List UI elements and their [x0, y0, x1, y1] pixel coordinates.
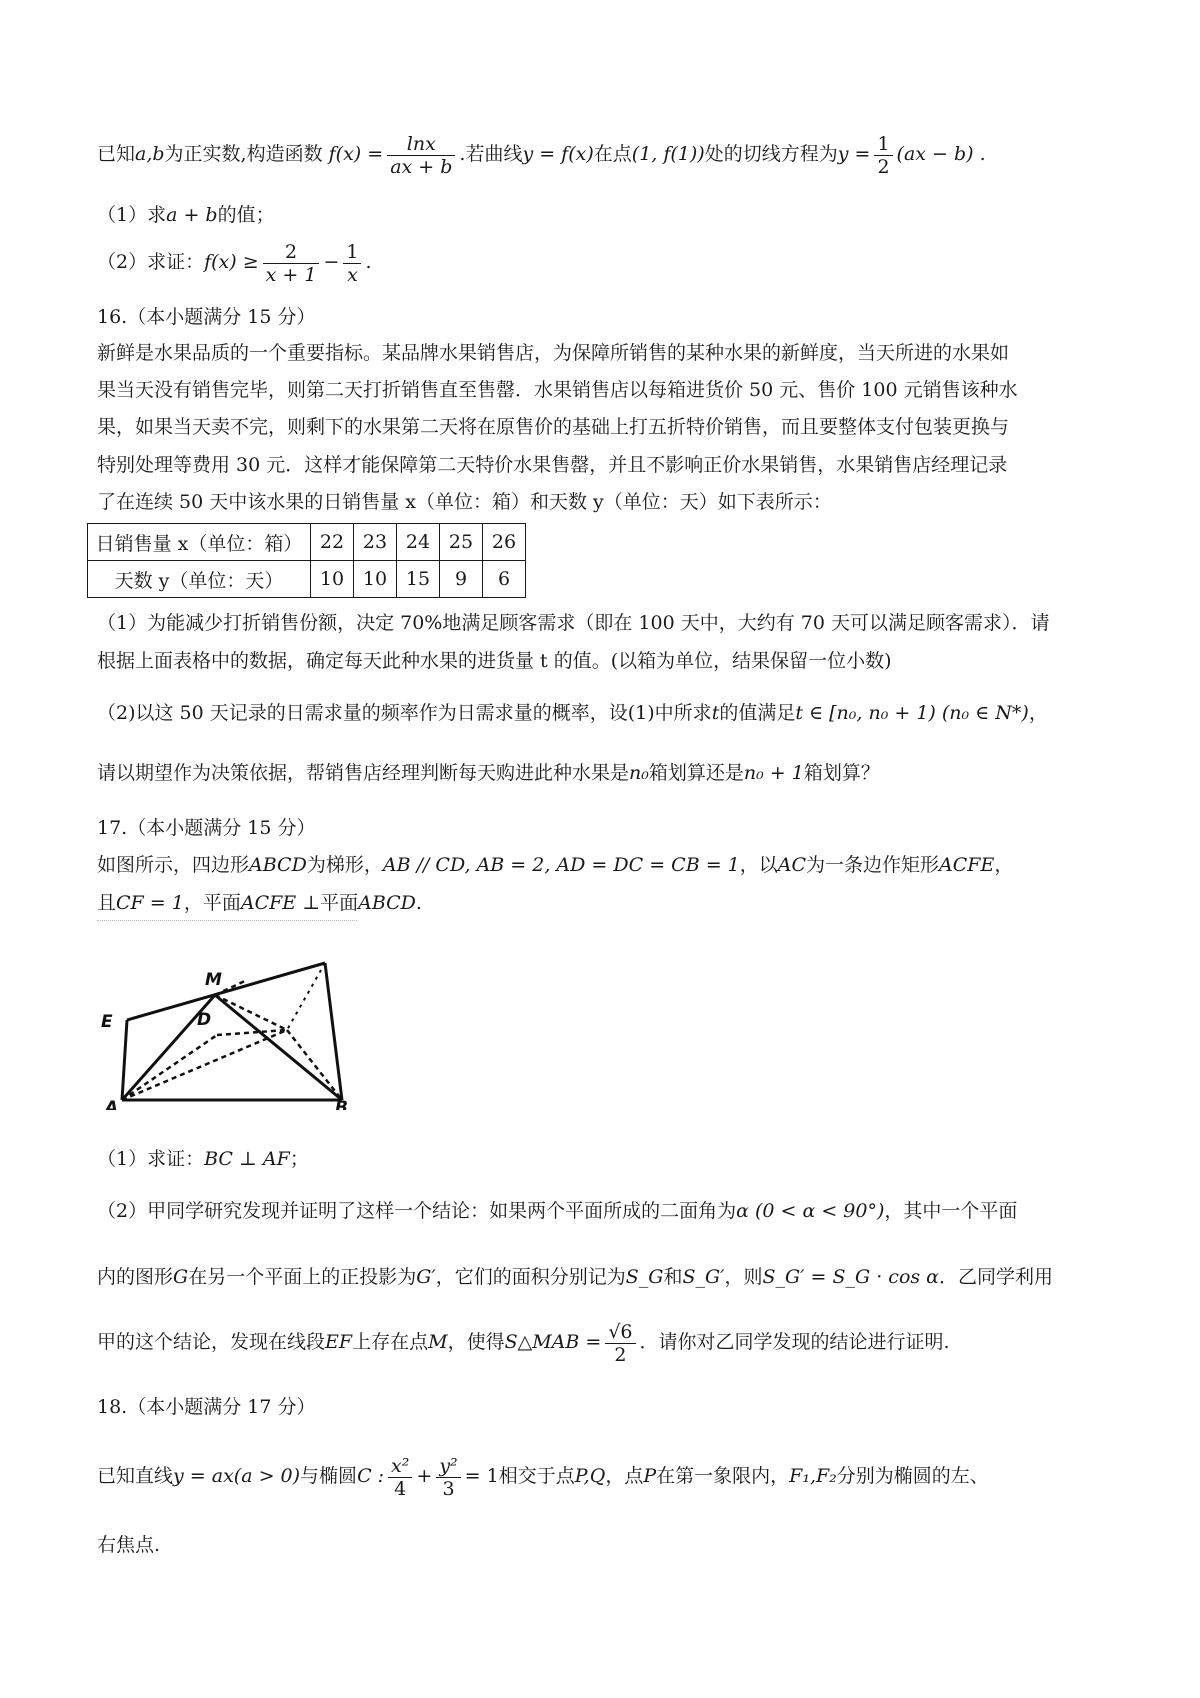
q17-text: ，平面 — [183, 892, 241, 914]
q17-text: 为梯形， — [306, 854, 383, 876]
table-header-cell: 日销售量 x（单位：箱） — [88, 524, 311, 561]
q18-line2: 右焦点. — [97, 1534, 161, 1556]
plus-sign: + — [416, 1465, 433, 1487]
q17-ac: AC — [777, 854, 807, 876]
q18-equals: = 1 — [464, 1465, 499, 1487]
q15-vars: a,b — [135, 143, 165, 165]
q15-part2-label: （2）求证： — [97, 251, 205, 273]
label-A: A — [105, 1098, 119, 1110]
q16-n0: n₀ — [629, 762, 649, 784]
q16-heading: 16.（本小题满分 15 分） — [97, 306, 316, 328]
q15-text: 在点 — [593, 143, 632, 165]
hidden-edge-A-C — [122, 1030, 287, 1100]
q15-part2-lhs: f(x) ≥ — [204, 251, 259, 273]
q16-part2-text: （2)以这 50 天记录的日需求量的频率作为日需求量的概率，设(1)中所求 — [97, 702, 712, 724]
q18-text: ，点 — [605, 1465, 644, 1487]
q18-text: 在第一象限内， — [656, 1465, 790, 1487]
q17-condition: AB // CD, AB = 2, AD = DC = CB = 1 — [382, 854, 740, 876]
denominator: 2 — [877, 155, 890, 178]
q17-M: M — [428, 1331, 448, 1353]
q16-para-line: 新鲜是水果品质的一个重要指标。某品牌水果销售店，为保障所销售的某种水果的新鲜度，当天所进的水果如 — [97, 342, 1010, 364]
period: . — [365, 251, 372, 273]
q17-text: ．请你对乙同学发现的结论进行证明. — [639, 1331, 950, 1353]
minus-sign: − — [323, 251, 340, 273]
q17-text: ．乙同学利用 — [939, 1266, 1054, 1288]
q17-formula: S_G′ = S_G · cos α — [762, 1266, 940, 1288]
q17-text: ，它们的面积分别记为 — [435, 1266, 626, 1288]
label-D: D — [197, 1010, 212, 1030]
q17-text: 在另一个平面上的正投影为 — [188, 1266, 417, 1288]
q16-part1-line: 根据上面表格中的数据，确定每天此种水果的进货量 t 的值。(以箱为单位，结果保留一位小数) — [97, 650, 892, 672]
q15-part2 — [97, 240, 1137, 286]
q16-part2-text: ， — [1028, 702, 1048, 724]
q17-text: 平面 — [320, 892, 359, 914]
numerator: 1 — [343, 241, 361, 264]
q16-var-t: t — [711, 702, 720, 724]
q17-sqrt6-fraction — [605, 1321, 635, 1366]
q18-text: 分别为椭圆的左、 — [836, 1465, 989, 1487]
table-cell: 6 — [483, 561, 526, 598]
q16-part2-line1 — [97, 698, 1137, 728]
q15-text: 处的切线方程为 — [704, 143, 838, 165]
q17-part1-expr: BC ⊥ AF — [204, 1148, 290, 1170]
table-cell: 23 — [354, 524, 397, 561]
q15-point: (1, f(1)) — [631, 143, 705, 165]
q17-text: ，以 — [739, 854, 778, 876]
q17-text: . — [415, 892, 422, 914]
q17-SG-prime: S_G′ — [682, 1266, 725, 1288]
numerator: lnx — [387, 133, 455, 156]
q16-para-line: 了在连续 50 天中该水果的日销售量 x（单位：箱）和天数 y（单位：天）如下表所示： — [97, 491, 832, 513]
q17-text: 且 — [97, 892, 117, 914]
q17-S-MAB: S△MAB = — [504, 1331, 602, 1353]
q17-text: 上存在点 — [352, 1331, 429, 1353]
table-cell: 24 — [397, 524, 440, 561]
hidden-edge-D-C — [217, 1030, 287, 1035]
q17-part2-line2 — [97, 1262, 1137, 1292]
q17-part2-line3 — [97, 1318, 1137, 1366]
denominator: 3 — [442, 1477, 455, 1500]
q17-text: ，其中一个平面 — [884, 1200, 1018, 1222]
q16-para-line: 果当天没有销售完毕，则第二天打折销售直至售罄．水果销售店以每箱进货价 50 元、售价 100 元销售该种水 — [97, 379, 1018, 401]
numerator: 2 — [263, 241, 320, 264]
q17-EF: EF — [325, 1331, 353, 1353]
table-cell: 10 — [311, 561, 354, 598]
q15-curve: y = f(x) — [522, 143, 594, 165]
table-cell: 10 — [354, 561, 397, 598]
q17-G: G — [173, 1266, 189, 1288]
label-B: B — [335, 1098, 348, 1110]
table-row — [88, 524, 526, 561]
q15-part1-label: （1）求 — [97, 204, 167, 226]
q17-line2 — [97, 888, 1137, 918]
q17-text: ，使得 — [447, 1331, 505, 1353]
table-cell: 25 — [440, 524, 483, 561]
q15-stem — [97, 132, 1137, 178]
q15-tangent: y = — [837, 143, 871, 165]
q16-part2-text: 箱划算？ — [803, 762, 880, 784]
table-cell: 26 — [483, 524, 526, 561]
q17-G-prime: G′ — [416, 1266, 436, 1288]
sales-table — [87, 523, 526, 598]
q16-para-line: 果，如果当天卖不完，则剩下的水果第二天将在原售价的基础上打五折特价销售，而且要整体支付包装更换与 — [97, 416, 1010, 438]
q18-P: P — [643, 1465, 657, 1487]
q17-part1-label: （1）求证： — [97, 1148, 205, 1170]
numerator: x² — [388, 1455, 412, 1478]
q17-perp: ACFE ⊥ — [240, 892, 321, 914]
q17-SG: S_G — [625, 1266, 664, 1288]
q18-heading: 18.（本小题满分 17 分） — [97, 1396, 316, 1418]
q17-heading: 17.（本小题满分 15 分） — [97, 817, 316, 839]
q16-part1-line: （1）为能减少打折销售份额，决定 70%地满足顾客需求（即在 100 天中，大约有 70 天可以满足顾客需求）．请 — [97, 612, 1050, 634]
label-E: E — [101, 1012, 113, 1032]
numerator: y² — [436, 1455, 460, 1478]
table-cell: 15 — [397, 561, 440, 598]
q18-text: 相交于点 — [498, 1465, 575, 1487]
q17-text: ，则 — [724, 1266, 763, 1288]
q17-alpha: α (0 < α < 90°) — [736, 1200, 885, 1222]
q17-text: 甲的这个结论，发现在线段 — [97, 1331, 326, 1353]
q18-text: 与椭圆 — [300, 1465, 358, 1487]
q17-text: 为一条边作矩形 — [806, 854, 940, 876]
q18-text: 已知直线 — [97, 1465, 174, 1487]
edge-B-F — [325, 963, 342, 1100]
numerator: 1 — [874, 133, 892, 156]
q15-tangent-rest: (ax − b) . — [896, 143, 986, 165]
q15-func-fraction — [387, 133, 455, 178]
q15-part1-tail: 的值； — [217, 204, 275, 226]
q18-line-eq: y = ax(a > 0) — [173, 1465, 301, 1487]
q17-part2-line1 — [97, 1196, 1137, 1226]
q17-line1 — [97, 850, 1137, 880]
q18-PQ: P,Q — [574, 1465, 606, 1487]
q17-text: （2）甲同学研究发现并证明了这样一个结论：如果两个平面所成的二面角为 — [97, 1200, 737, 1222]
denominator: x — [347, 263, 358, 286]
q17-text: 如图所示，四边形 — [97, 854, 250, 876]
q16-part2-text: 箱划算还是 — [648, 762, 744, 784]
edge-E-F — [127, 963, 325, 1020]
edge-E-A — [122, 1020, 127, 1100]
q18-frac-y — [436, 1455, 460, 1500]
q15-text: .若曲线 — [459, 143, 523, 165]
q18-ellipse-C: C : — [357, 1465, 385, 1487]
q17-part1-tail: ； — [289, 1148, 309, 1170]
q15-func: f(x) = — [328, 143, 384, 165]
label-M: M — [205, 970, 222, 990]
q16-n0-plus-1: n₀ + 1 — [743, 762, 804, 784]
q17-cf: CF = 1 — [116, 892, 184, 914]
q17-part1 — [97, 1144, 1137, 1174]
edge-M-B — [215, 995, 342, 1100]
denominator: x + 1 — [265, 263, 317, 286]
q15-part2-frac1 — [263, 241, 320, 286]
q15-part1 — [97, 200, 1137, 230]
q17-acfe: ACFE — [939, 854, 995, 876]
table-header-cell: 天数 y（单位：天） — [88, 561, 311, 598]
denominator: ax + b — [390, 155, 453, 178]
q17-abcd: ABCD — [358, 892, 416, 914]
q15-part2-frac2 — [343, 241, 361, 286]
q15-text: 为正实数,构造函数 — [164, 143, 323, 165]
figure-dotted-rule — [97, 920, 357, 921]
q18-frac-x — [388, 1455, 412, 1500]
q16-part2-text: 的值满足 — [719, 702, 796, 724]
q16-condition: t ∈ [n₀, n₀ + 1) (n₀ ∈ N*) — [795, 702, 1029, 724]
table-row — [88, 561, 526, 598]
q18-line1 — [97, 1452, 1137, 1500]
q17-text: ， — [994, 854, 1014, 876]
table-cell: 9 — [440, 561, 483, 598]
denominator: 4 — [394, 1477, 407, 1500]
q18-foci: F₁,F₂ — [789, 1465, 837, 1487]
q15-part1-expr: a + b — [166, 204, 218, 226]
table-cell: 22 — [311, 524, 354, 561]
q17-text: 和 — [663, 1266, 683, 1288]
q16-para-line: 特别处理等费用 30 元．这样才能保障第二天特价水果售罄，并且不影响正价水果销售，水果销售店经理记录 — [97, 454, 1008, 476]
q16-part2-text: 请以期望作为决策依据，帮销售店经理判断每天购进此种水果是 — [97, 762, 630, 784]
q15-text: 已知 — [97, 143, 136, 165]
q17-abcd: ABCD — [249, 854, 307, 876]
q17-text: 内的图形 — [97, 1266, 174, 1288]
geometry-figure — [97, 925, 357, 1110]
numerator: √6 — [605, 1321, 635, 1344]
q15-tangent-fraction — [874, 133, 892, 178]
geometry-figure-svg — [97, 925, 357, 1110]
denominator: 2 — [614, 1343, 627, 1366]
q16-part2-line2 — [97, 758, 1137, 788]
